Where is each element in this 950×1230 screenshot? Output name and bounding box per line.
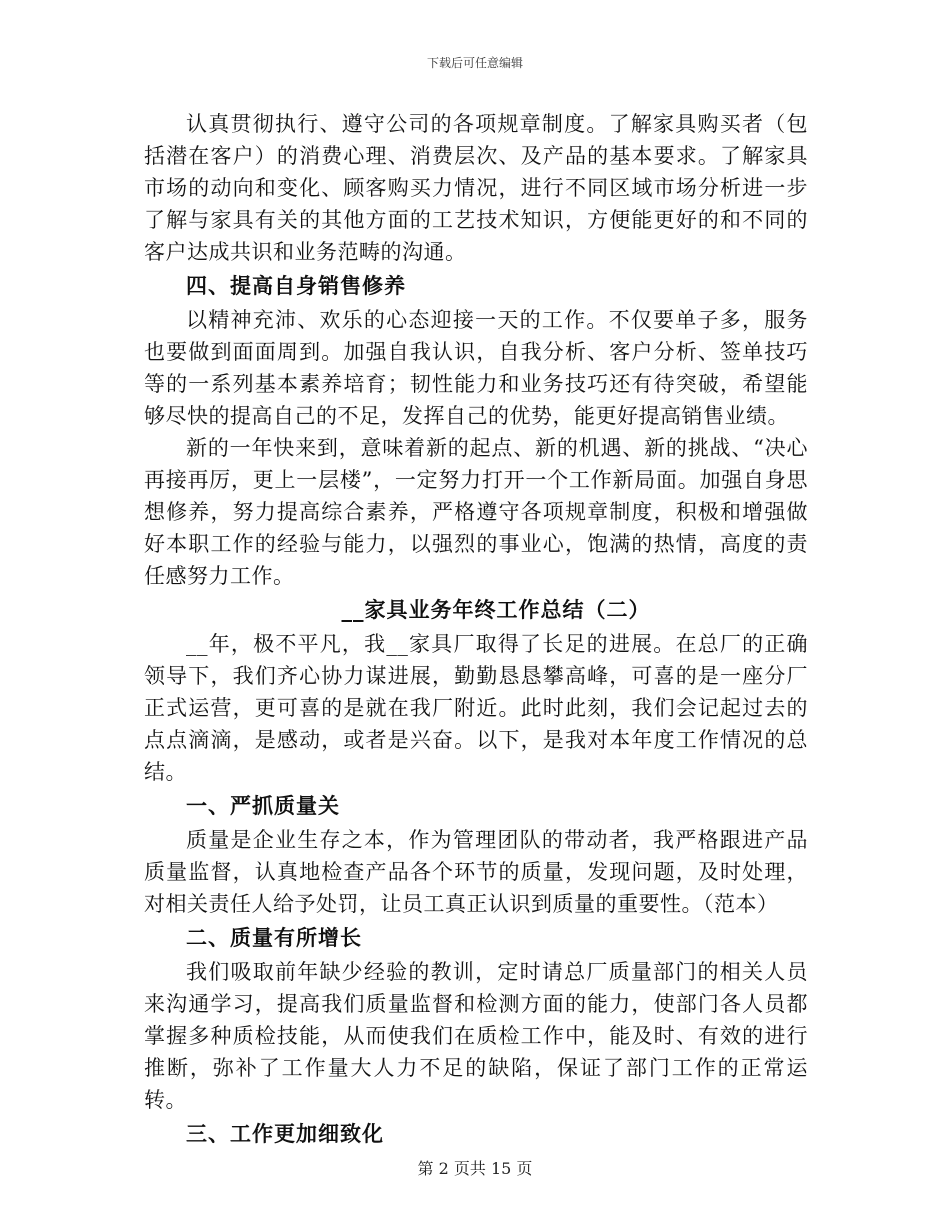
header-note: 下载后可任意编辑 (426, 56, 523, 70)
paragraph: 新的一年快来到，意味着新的起点、新的机遇、新的挑战、“决心再接再厉，更上一层楼”，一定努力打开一个工作新局面。加强自身思想修养，努力提高综合素养，严格遵守各项规章制度，积极和增强做好本职工作的经验与能力，以强烈的事业心，饱满的热情，高度的责任感努力工作。 (144, 436, 808, 588)
paragraph: 认真贯彻执行、遵守公司的各项规章制度。了解家具购买者（包括潜在客户）的消费心理、消费层次、及产品的基本要求。了解家具市场的动向和变化、顾客购买力情况，进行不同区域市场分析进一步了解与家具有关的其他方面的工艺技术知识，方便能更好的和不同的客户达成共识和业务范畴的沟通。 (144, 112, 808, 264)
paragraph: __年，极不平凡，我__家具厂取得了长足的进展。在总厂的正确领导下，我们齐心协力谋进展，勤勤恳恳攀高峰，可喜的是一座分厂正式运营，更可喜的是就在我厂附近。此时此刻，我们会记起过去的点点滴滴，是感动，或者是兴奋。以下，是我对本年度工作情况的总结。 (144, 632, 808, 784)
section-heading: 四、提高自身销售修养 (186, 274, 406, 298)
document-body (144, 108, 808, 1152)
paragraph: 质量是企业生存之本，作为管理团队的带动者，我严格跟进产品质量监督，认真地检查产品各个环节的质量，发现问题，及时处理，对相关责任人给予处罚，让员工真正认识到质量的重要性。（范本） (144, 828, 808, 916)
paragraph: 以精神充沛、欢乐的心态迎接一天的工作。不仅要单子多，服务也要做到面面周到。加强自我认识，自我分析、客户分析、签单技巧等的一系列基本素养培育；韧性能力和业务技巧还有待突破，希望能够尽快的提高自己的不足，发挥自己的优势，能更好提高销售业绩。 (144, 308, 808, 428)
section-heading: 二、质量有所增长 (186, 926, 362, 950)
paragraph: 我们吸取前年缺少经验的教训，定时请总厂质量部门的相关人员来沟通学习，提高我们质量监督和检测方面的能力，使部门各人员都掌握多种质检技能，从而使我们在质检工作中，能及时、有效的进行推断，弥补了工作量大人力不足的缺陷，保证了部门工作的正常运转。 (144, 960, 808, 1112)
document-subtitle: __家具业务年终工作总结（二） (341, 598, 651, 622)
section-heading: 三、工作更加细致化 (186, 1122, 384, 1146)
page-number: 第 2 页共 15 页 (417, 1159, 533, 1178)
section-heading: 一、严抓质量关 (186, 794, 340, 818)
